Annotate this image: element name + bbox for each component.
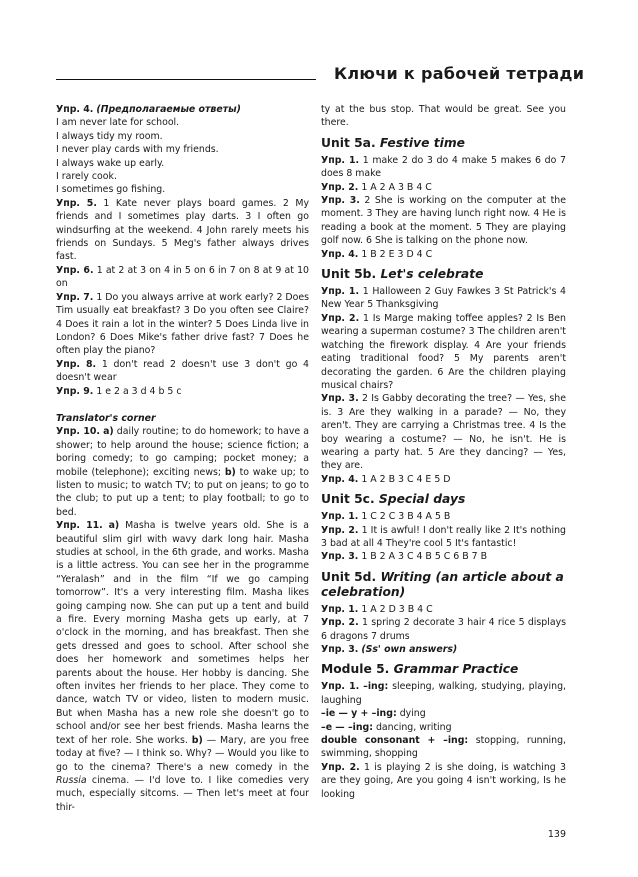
u5d-ex3: Упр. 3. (Ss' own answers)	[321, 644, 458, 655]
page-number: 139	[547, 829, 566, 840]
u5d-ex1: Упр. 1. 1 A 2 D 3 B 4 C	[321, 603, 433, 615]
ex9-answer: Упр. 9. 1 e 2 a 3 d 4 b 5 c	[56, 385, 182, 397]
ex5-answer: Упр. 5. 1 Kate never plays board games. 2 My friends and I sometimes play darts. 3 I often go windsurfing at the weekend. 4 John rarely meets his friends on Sundays. 5 Meg's father always drives fast.	[56, 197, 309, 263]
ex11-answer: Упр. 11. a) Masha is twelve years old. She is a beautiful slim girl with wavy dark long hair. Masha studies at school, in the 6th grade, and works. Masha is a little actress. You can see her in the programme “Yeralash” and in the film “If we go camping tomorrow”. It's a very interesting film. Masha likes going camping now. She can put up a tent and build a fire. Every morning Masha gets up early, at 7 o'clock in the morning, and has breakfast. Then she gets dressed and goes to school. After school she does her homework and sometimes helps her parents about the house. Her hobby is dancing. She often invites her friends to her place. They come to dance, watch TV or video, listen to modern music. But when Masha has a new role she doesn't go to school and/or see her best friends. Masha learns the text of her role. She works. b) — Mary, are you free today at five? — I think so. Why? — Would you like to go to the cinema? There's a new comedy in the Russia cinema. — I'd love to. I like comedies very much, especially sitcoms. — Then let's meet at four thir-	[56, 520, 309, 813]
page-header-title: Ключи к рабочей тетради	[334, 64, 585, 83]
u5a-ex4: Упр. 4. 1 B 2 E 3 D 4 C	[321, 248, 433, 260]
u5c-ex2: Упр. 2. 1 It is awful! I don't really like 2 It's nothing 3 bad at all 4 They're cool 5 It's fantastic!	[321, 524, 566, 549]
ex4-line: I never play cards with my friends.	[56, 144, 219, 156]
ex6-answer: Упр. 6. 1 at 2 at 3 on 4 in 5 on 6 in 7 on 8 at 9 at 10 on	[56, 264, 310, 290]
ex10-answer: Упр. 10. a) daily routine; to do homework; to have a shower; to help around the house; science fiction; a boring comedy; to go camping; pocket money; a mobile (telephone); exciting news; b) to wake up; to listen to music; to watch TV; to put on jeans; to go to the club; to put up a tent; to play football; to go to bed.	[56, 426, 310, 518]
u5b-ex3: Упр. 3. 2 Is Gabby decorating the tree? — Yes, she is. 3 Are they walking in a parade? — No, they aren't. They are carrying a Christmas tree. 4 Is the boy wearing a costume? — No, he isn't. He is wearing a party hat. 5 Are they dancing? — Yes, they are.	[321, 393, 566, 472]
unit-5c-heading: Unit 5c. Special days	[321, 492, 466, 507]
unit-5a-heading: Unit 5a. Festive time	[321, 135, 466, 150]
m5-ex1-e: –e — –ing: dancing, writing	[321, 721, 452, 733]
m5-ex1-double: double consonant + –ing: stopping, running, swimming, shopping	[321, 735, 567, 760]
ex4-heading: Упр. 4. (Предполагаемые ответы)	[56, 104, 241, 115]
m5-ex1: Упр. 1. –ing: sleeping, walking, studying, playing, laughing	[321, 681, 566, 706]
u5c-ex3: Упр. 3. 1 B 2 A 3 C 4 B 5 C 6 B 7 B	[321, 551, 488, 563]
ex4-line: I always wake up early.	[56, 157, 165, 169]
ex4-line: I am never late for school.	[56, 117, 180, 129]
ex4-line: I always tidy my room.	[56, 130, 163, 142]
m5-ex2: Упр. 2. 1 is playing 2 is she doing, is watching 3 are they going, Are you going 4 isn't working, Is he looking	[321, 761, 567, 800]
u5a-ex1: Упр. 1. 1 make 2 do 3 do 4 make 5 makes 6 do 7 does 8 make	[321, 154, 566, 180]
ex4-line: I rarely cook.	[56, 171, 117, 183]
u5a-ex3: Упр. 3. 2 She is working on the computer at the moment. 3 They are having lunch right now. 4 He is reading a book at the moment. 5 They are playing golf now. 6 She is talking on the phone now.	[321, 195, 566, 247]
ex4-line: I sometimes go fishing.	[56, 184, 166, 196]
u5b-ex1: Упр. 1. 1 Halloween 2 Guy Fawkes 3 St Patrick's 4 New Year 5 Thanksgiving	[321, 286, 566, 311]
left-column	[56, 103, 309, 814]
unit-5b-heading: Unit 5b. Let's celebrate	[321, 267, 484, 282]
ex7-answer: Упр. 7. 1 Do you always arrive at work early? 2 Does Tim usually eat breakfast? 3 Do you often see Claire? 4 Does it rain a lot in the winter? 5 Does Linda live in London? 6 Does Mike's father drive fast? 7 Does he often play the piano?	[56, 291, 310, 357]
translators-corner-heading: Translator's corner	[56, 412, 156, 424]
m5-ex1-ie: –ie — y + –ing: dying	[321, 708, 426, 720]
header-rule	[56, 79, 316, 80]
unit-5d-heading: Unit 5d. Writing (an article about a celebration)	[321, 569, 564, 599]
u5c-ex1: Упр. 1. 1 C 2 C 3 B 4 A 5 B	[321, 511, 451, 523]
u5d-ex2: Упр. 2. 1 spring 2 decorate 3 hair 4 rice 5 displays 6 dragons 7 drums	[321, 617, 567, 642]
u5a-ex2: Упр. 2. 1 A 2 A 3 B 4 C	[321, 181, 432, 193]
u5b-ex2: Упр. 2. 1 Is Marge making toffee apples? 2 Is Ben wearing a superman costume? 3 The children aren't watching the firework display. 4 Are your friends eating traditional food? 5 My parents aren't decorating the garden. 6 Are the children playing musical chairs?	[321, 312, 566, 391]
right-column	[321, 103, 566, 801]
continued-text: ty at the bus stop. That would be great. See you there.	[321, 104, 566, 129]
module-5-heading: Module 5. Grammar Practice	[321, 662, 519, 677]
u5b-ex4: Упр. 4. 1 A 2 B 3 C 4 E 5 D	[321, 473, 451, 485]
ex8-answer: Упр. 8. 1 don't read 2 doesn't use 3 don't go 4 doesn't wear	[56, 358, 310, 384]
